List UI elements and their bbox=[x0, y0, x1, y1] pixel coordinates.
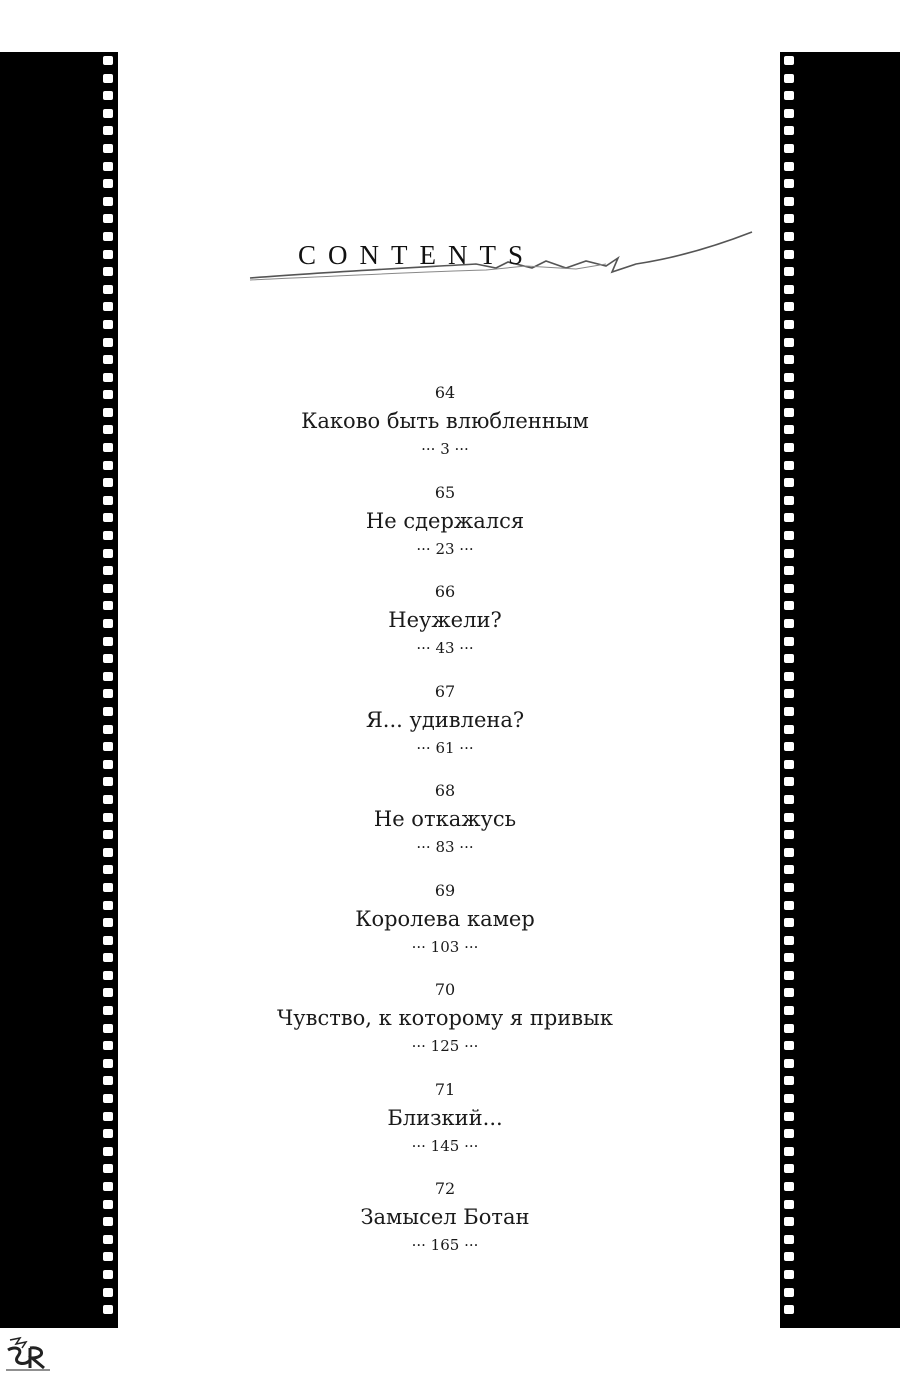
toc-entry[interactable] bbox=[250, 378, 640, 478]
film-perforation bbox=[103, 461, 113, 470]
film-perforation bbox=[784, 1041, 794, 1050]
film-perforation bbox=[784, 1305, 794, 1314]
film-perforation bbox=[103, 355, 113, 364]
film-perforation bbox=[103, 513, 113, 522]
film-perforation bbox=[103, 813, 113, 822]
chapter-title: Я... удивлена? bbox=[365, 707, 525, 732]
film-perforation bbox=[784, 619, 794, 628]
film-perforation bbox=[103, 1112, 113, 1121]
film-perforation bbox=[784, 302, 794, 311]
film-perforation bbox=[784, 1252, 794, 1261]
toc-entry[interactable] bbox=[250, 478, 640, 578]
film-perforation bbox=[103, 971, 113, 980]
film-perforation bbox=[784, 285, 794, 294]
film-perforation bbox=[784, 742, 794, 751]
table-of-contents bbox=[250, 378, 640, 1274]
film-perforation bbox=[103, 830, 113, 839]
film-perforation bbox=[103, 250, 113, 259]
film-perforation bbox=[103, 1147, 113, 1156]
film-perforation bbox=[103, 1041, 113, 1050]
film-perforation bbox=[103, 285, 113, 294]
film-perforation bbox=[103, 320, 113, 329]
film-perforation bbox=[784, 584, 794, 593]
film-perforation bbox=[784, 1024, 794, 1033]
film-perforation bbox=[103, 214, 113, 223]
chapter-title: Замысел Ботан bbox=[360, 1205, 530, 1229]
film-perforation bbox=[103, 1006, 113, 1015]
film-perforation bbox=[784, 513, 794, 522]
film-perforations-right bbox=[784, 56, 796, 1328]
film-perforation bbox=[784, 689, 794, 698]
film-perforation bbox=[103, 408, 113, 417]
film-perforation bbox=[103, 865, 113, 874]
film-perforation bbox=[103, 1305, 113, 1314]
film-perforation bbox=[103, 1182, 113, 1191]
film-perforation bbox=[103, 654, 113, 663]
film-perforation bbox=[103, 1059, 113, 1068]
chapter-title: Не сдержался bbox=[365, 508, 525, 533]
film-perforations-left bbox=[103, 56, 115, 1328]
chapter-number: 67 bbox=[434, 681, 456, 701]
chapter-page: ··· 125 ··· bbox=[411, 1037, 479, 1055]
film-perforation bbox=[103, 918, 113, 927]
film-perforation bbox=[784, 566, 794, 575]
chapter-number: 72 bbox=[434, 1179, 456, 1198]
film-perforation bbox=[784, 425, 794, 434]
film-perforation bbox=[784, 760, 794, 769]
chapter-page: ··· 103 ··· bbox=[411, 937, 479, 956]
chapter-title: Каково быть влюбленным bbox=[301, 409, 589, 433]
chapter-page: ··· 23 ··· bbox=[416, 539, 474, 558]
chapter-number: 66 bbox=[434, 582, 456, 601]
film-perforation bbox=[784, 936, 794, 945]
film-perforation bbox=[784, 813, 794, 822]
toc-entry[interactable] bbox=[250, 776, 640, 876]
film-perforation bbox=[103, 707, 113, 716]
chapter-title: Не откажусь bbox=[373, 807, 517, 831]
film-perforation bbox=[103, 162, 113, 171]
film-perforation bbox=[784, 531, 794, 540]
film-perforation bbox=[103, 390, 113, 399]
chapter-title: Чувство, к которому я привык bbox=[277, 1006, 613, 1030]
chapter-number: 64 bbox=[434, 383, 456, 402]
film-perforation bbox=[103, 795, 113, 804]
film-perforation bbox=[784, 1200, 794, 1209]
film-perforation bbox=[784, 478, 794, 487]
film-perforation bbox=[103, 267, 113, 276]
scanlator-logo bbox=[4, 1334, 52, 1374]
film-perforation bbox=[784, 1006, 794, 1015]
film-perforation bbox=[784, 601, 794, 610]
film-perforation bbox=[103, 126, 113, 135]
chapter-page: ··· 145 ··· bbox=[411, 1136, 479, 1155]
film-perforation bbox=[784, 1288, 794, 1297]
film-perforation bbox=[784, 267, 794, 276]
chapter-page: ··· 165 ··· bbox=[411, 1236, 479, 1254]
contents-heading bbox=[246, 228, 766, 288]
film-perforation bbox=[103, 74, 113, 83]
film-perforation bbox=[784, 1235, 794, 1244]
film-perforation bbox=[103, 109, 113, 118]
film-perforation bbox=[784, 883, 794, 892]
film-perforation bbox=[103, 197, 113, 206]
film-perforation bbox=[784, 1076, 794, 1085]
film-perforation bbox=[784, 1059, 794, 1068]
film-perforation bbox=[784, 1164, 794, 1173]
film-perforation bbox=[784, 971, 794, 980]
film-perforation bbox=[103, 1129, 113, 1138]
chapter-number: 65 bbox=[434, 482, 456, 502]
film-perforation bbox=[784, 830, 794, 839]
film-perforation bbox=[103, 531, 113, 540]
film-perforation bbox=[784, 56, 794, 65]
film-perforation bbox=[103, 1164, 113, 1173]
film-perforation bbox=[103, 619, 113, 628]
film-perforation bbox=[784, 918, 794, 927]
film-perforation bbox=[784, 355, 794, 364]
film-perforation bbox=[784, 1112, 794, 1121]
film-perforation bbox=[784, 795, 794, 804]
film-perforation bbox=[784, 109, 794, 118]
film-perforation bbox=[103, 91, 113, 100]
film-perforation bbox=[103, 1252, 113, 1261]
film-perforation bbox=[784, 461, 794, 470]
film-perforation bbox=[103, 584, 113, 593]
film-perforation bbox=[103, 953, 113, 962]
toc-entry[interactable] bbox=[250, 677, 640, 777]
film-perforation bbox=[103, 478, 113, 487]
film-perforation bbox=[784, 988, 794, 997]
film-perforation bbox=[103, 1024, 113, 1033]
film-perforation bbox=[103, 777, 113, 786]
chapter-page: ··· 83 ··· bbox=[416, 838, 474, 856]
film-perforation bbox=[103, 1235, 113, 1244]
film-perforation bbox=[103, 1200, 113, 1209]
film-perforation bbox=[103, 338, 113, 347]
film-perforation bbox=[784, 1182, 794, 1191]
film-perforation bbox=[784, 320, 794, 329]
toc-entry[interactable] bbox=[250, 1174, 640, 1274]
film-perforation bbox=[103, 179, 113, 188]
film-perforation bbox=[784, 672, 794, 681]
film-perforation bbox=[103, 549, 113, 558]
film-perforation bbox=[784, 1129, 794, 1138]
film-perforation bbox=[784, 91, 794, 100]
film-perforation bbox=[784, 373, 794, 382]
film-perforation bbox=[784, 390, 794, 399]
film-perforation bbox=[784, 637, 794, 646]
chapter-number: 69 bbox=[434, 880, 456, 900]
film-perforation bbox=[784, 654, 794, 663]
film-strip-right bbox=[780, 52, 900, 1328]
film-perforation bbox=[784, 725, 794, 734]
film-perforation bbox=[784, 901, 794, 910]
toc-entry[interactable] bbox=[250, 1075, 640, 1175]
chapter-page: ··· 3 ··· bbox=[421, 440, 469, 458]
film-perforation bbox=[784, 549, 794, 558]
film-perforation bbox=[784, 250, 794, 259]
film-perforation bbox=[103, 725, 113, 734]
film-perforation bbox=[103, 672, 113, 681]
film-perforation bbox=[784, 232, 794, 241]
film-perforation bbox=[784, 848, 794, 857]
film-perforation bbox=[103, 883, 113, 892]
chapter-title: Близкий... bbox=[387, 1105, 503, 1130]
scanlator-logo-icon bbox=[4, 1334, 52, 1374]
film-perforation bbox=[103, 566, 113, 575]
film-perforation bbox=[103, 689, 113, 698]
film-perforation bbox=[103, 742, 113, 751]
chapter-number: 71 bbox=[434, 1079, 456, 1099]
toc-entry[interactable] bbox=[250, 876, 640, 976]
chapter-page: ··· 61 ··· bbox=[416, 738, 474, 757]
film-perforation bbox=[103, 232, 113, 241]
film-perforation bbox=[103, 637, 113, 646]
film-strip-left bbox=[0, 52, 118, 1328]
film-perforation bbox=[784, 338, 794, 347]
film-perforation bbox=[103, 601, 113, 610]
film-perforation bbox=[103, 1094, 113, 1103]
film-perforation bbox=[103, 1288, 113, 1297]
chapter-number: 68 bbox=[434, 781, 456, 800]
film-perforation bbox=[103, 1076, 113, 1085]
film-perforation bbox=[103, 496, 113, 505]
film-perforation bbox=[103, 373, 113, 382]
film-perforation bbox=[103, 443, 113, 452]
film-perforation bbox=[103, 848, 113, 857]
toc-entry[interactable] bbox=[250, 577, 640, 677]
film-perforation bbox=[784, 74, 794, 83]
film-perforation bbox=[103, 1270, 113, 1279]
film-perforation bbox=[784, 777, 794, 786]
film-perforation bbox=[784, 144, 794, 153]
film-perforation bbox=[784, 496, 794, 505]
film-perforation bbox=[784, 1217, 794, 1226]
contents-heading-text: CONTENTS bbox=[298, 240, 535, 270]
film-perforation bbox=[103, 144, 113, 153]
film-perforation bbox=[784, 126, 794, 135]
film-perforation bbox=[103, 901, 113, 910]
chapter-title: Неужели? bbox=[388, 608, 502, 632]
film-perforation bbox=[103, 425, 113, 434]
chapter-title: Королева камер bbox=[355, 906, 535, 931]
film-perforation bbox=[103, 988, 113, 997]
film-perforation bbox=[784, 865, 794, 874]
film-perforation bbox=[784, 214, 794, 223]
film-perforation bbox=[103, 936, 113, 945]
film-perforation bbox=[784, 1094, 794, 1103]
toc-entry[interactable] bbox=[250, 975, 640, 1075]
film-perforation bbox=[784, 443, 794, 452]
film-perforation bbox=[784, 179, 794, 188]
film-perforation bbox=[103, 1217, 113, 1226]
film-perforation bbox=[784, 197, 794, 206]
chapter-number: 70 bbox=[434, 980, 456, 999]
film-perforation bbox=[784, 1270, 794, 1279]
film-perforation bbox=[103, 760, 113, 769]
film-perforation bbox=[784, 162, 794, 171]
film-perforation bbox=[103, 302, 113, 311]
chapter-page: ··· 43 ··· bbox=[416, 639, 474, 657]
film-perforation bbox=[103, 56, 113, 65]
film-perforation bbox=[784, 707, 794, 716]
film-perforation bbox=[784, 1147, 794, 1156]
film-perforation bbox=[784, 953, 794, 962]
film-perforation bbox=[784, 408, 794, 417]
